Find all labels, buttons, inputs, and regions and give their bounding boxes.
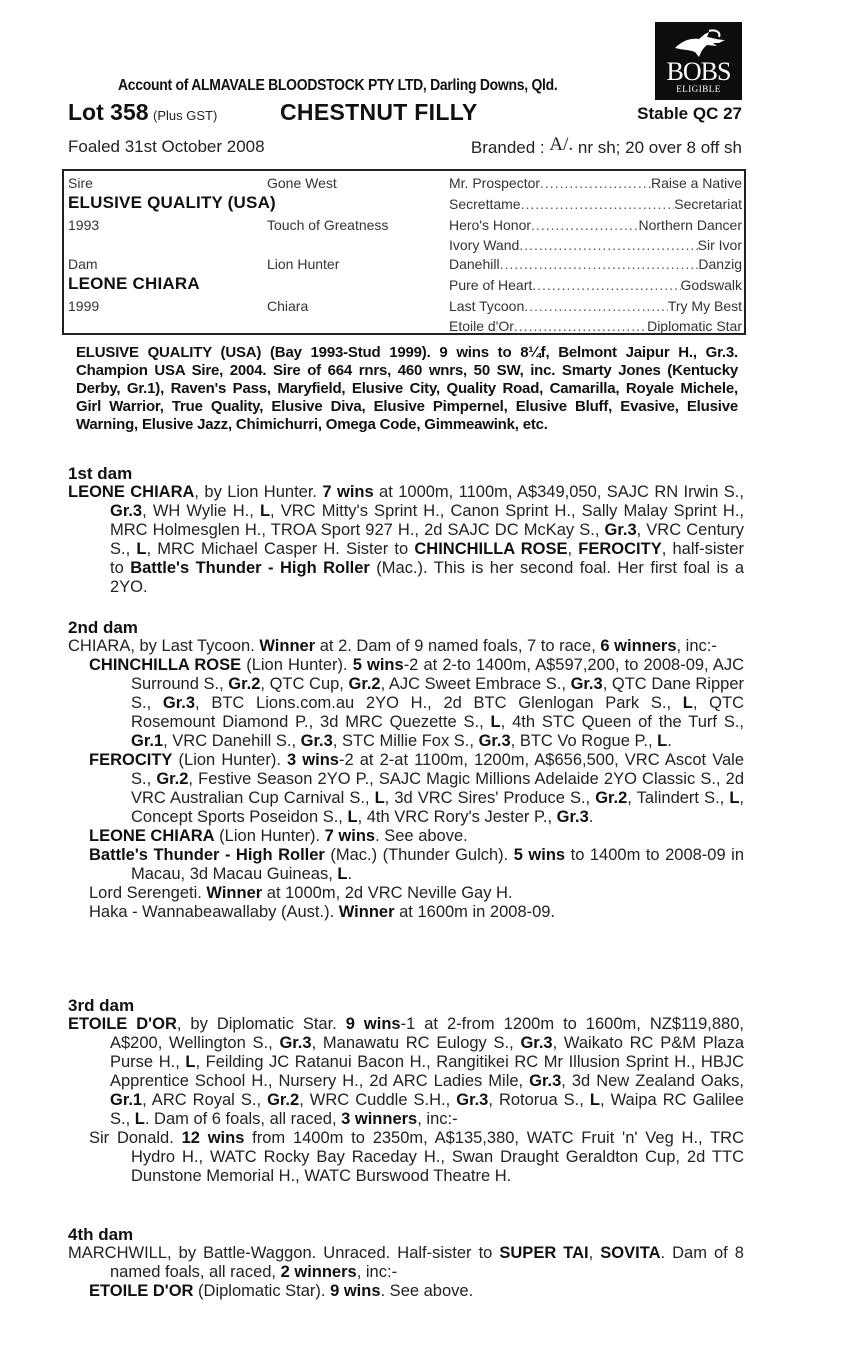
grandparent-row: Ivory Wand ..... Sir Ivor — [449, 237, 742, 253]
plus-gst-note: (Plus GST) — [152, 108, 218, 123]
dam-label: Dam — [68, 256, 98, 272]
sire-dam: Touch of Greatness — [267, 217, 389, 233]
progeny-entry: ETOILE D'OR (Diplomatic Star). 9 wins. See above. — [89, 1282, 474, 1300]
section-heading: 2nd dam — [68, 618, 138, 637]
bobs-eligible-logo — [655, 22, 742, 100]
horse-head-icon — [669, 28, 729, 60]
progeny-entry: CHINCHILLA ROSE (Lion Hunter). 5 wins-2 at 2-to 1400m, A$597,200, to 2008-09, AJC Surround S., Gr.2, QTC Cup, Gr.2, AJC Sweet Embrace S., Gr.3, QTC Dane Ripper S., Gr.3, BTC Lions.com.au 2YO H., 2d BTC Glenlogan Park S., L, QTC Rosemount Diamond P., 3d MRC Quezette S., L, 4th STC Queen of the Turf S., Gr.1, VRC Danehill S., Gr.3, STC Millie Fox S., Gr.3, BTC Vo Rogue P., L. — [89, 656, 745, 750]
grandparent-row: Hero's Honor ..... Northern Dancer — [449, 217, 742, 233]
brand-mark-icon: A/. — [549, 134, 574, 155]
logo-text-bobs: BOBS — [666, 57, 731, 86]
dam-entry: CHIARA, by Last Tycoon. Winner at 2. Dam of 9 named foals, 7 to race, 6 winners, inc:- — [68, 637, 717, 655]
dam-dam: Chiara — [267, 298, 309, 314]
progeny-entry: Haka - Wannabeawallaby (Aust.). Winner at 1600m in 2008-09. — [89, 903, 556, 921]
dam-entry: MARCHWILL, by Battle-Waggon. Unraced. Half-sister to SUPER TAI, SOVITA. Dam of 8 named foals, all raced, 2 winners, inc:- — [68, 1244, 744, 1281]
dam-sire: Lion Hunter — [267, 256, 340, 272]
grandparent-row: Etoile d'Or ..... Diplomatic Star — [449, 318, 742, 334]
lot-number: Lot 358 — [68, 99, 149, 125]
progeny-list — [68, 1129, 744, 1186]
progeny-entry: FEROCITY (Lion Hunter). 3 wins-2 at 2-at 1100m, 1200m, A$656,500, VRC Ascot Vale S., Gr.2, Festive Season 2YO P., SAJC Magic Millions Adelaide 2YO Classic S., 2d VRC Australian Cup Carnival S., L, 3d VRC Sires' Produce S., Gr.2, Talindert S., L, Concept Sports Poseidon S., L, 4th VRC Rory's Jester P., Gr.3. — [89, 751, 745, 826]
horse-description: CHESTNUT FILLY — [280, 99, 478, 125]
pedigree-table — [62, 169, 746, 335]
grandparent-row: Pure of Heart ..... Godswalk — [449, 277, 742, 293]
grandparent-row: Last Tycoon ..... Try My Best — [449, 298, 742, 314]
sire-summary: ELUSIVE QUALITY (USA) (Bay 1993-Stud 1999). 9 wins to 8¼f, Belmont Jaipur H., Gr.3. Champion USA Sire, 2004. Sire of 664 rnrs, 460 wnrs, 50 SW, inc. Smarty Jones (Kentucky Derby, Gr.1), Raven's Pass, Maryfield, Elusive City, Quality Road, Camarilla, Royale Michele, Girl Warrior, True Quality, Elusive Diva, Elusive Pimpernel, Elusive Bluff, Evasive, Elusive Warning, Elusive Jazz, Chimichurri, Omega Code, Gimmeawink, etc. — [76, 344, 738, 433]
grandparent-row: Danehill ..... Danzig — [449, 256, 742, 272]
progeny-entry: Lord Serengeti. Winner at 1000m, 2d VRC Neville Gay H. — [89, 884, 513, 902]
progeny-entry: LEONE CHIARA (Lion Hunter). 7 wins. See above. — [89, 827, 468, 845]
second-dam-section — [68, 618, 744, 922]
first-dam-section — [68, 464, 744, 597]
progeny-entry: Sir Donald. 12 wins from 1400m to 2350m, A$135,380, WATC Fruit 'n' Veg H., TRC Hydro H., WATC Rocky Bay Raceday H., Swan Draught Geraldton Cup, 2d TTC Dunstone Memorial H., WATC Burswood Theatre H. — [89, 1129, 744, 1185]
vendor-account: Account of ALMAVALE BLOODSTOCK PTY LTD, Darling Downs, Qld. — [118, 77, 558, 94]
dam-entry: LEONE CHIARA, by Lion Hunter. 7 wins at 1000m, 1100m, A$349,050, SAJC RN Irwin S., Gr.3, WH Wylie H., L, VRC Mitty's Sprint H., Canon Sprint H., Sally Malay Sprint H., MRC Holmesglen H., TROA Sport 927 H., 2d SAJC DC McKay S., Gr.3, VRC Century S., L, MRC Michael Casper H. Sister to CHINCHILLA ROSE, FEROCITY, half-sister to Battle's Thunder - High Roller (Mac.). This is her second foal. Her first foal is a 2YO. — [68, 483, 745, 596]
section-heading: 4th dam — [68, 1225, 134, 1244]
dam-entry: ETOILE D'OR, by Diplomatic Star. 9 wins-1 at 2-from 1200m to 1600m, NZ$119,880, A$200, Wellington S., Gr.3, Manawatu RC Eulogy S., Gr.3, Waikato RC P&M Plaza Purse H., L, Feilding JC Ratanui Bacon H., Rangitikei RC Mr Illusion Sprint H., HBJC Apprentice School H., Nursery H., 2d ARC Ladies Mile, Gr.3, 3d New Zealand Oaks, Gr.1, ARC Royal S., Gr.2, WRC Cuddle S.H., Gr.3, Rotorua S., L, Waipa RC Galilee S., L. Dam of 6 foals, all raced, 3 winners, inc:- — [68, 1015, 744, 1128]
sire-name: ELUSIVE QUALITY (USA) — [68, 193, 276, 212]
branded-details: nr sh; 20 over 8 off sh — [577, 138, 742, 157]
progeny-list — [68, 1282, 744, 1301]
sire-label: Sire — [68, 175, 93, 191]
grandparent-row: Secrettame ..... Secretariat — [449, 196, 742, 212]
stable-location: Stable QC 27 — [637, 104, 742, 123]
progeny-entry: Battle's Thunder - High Roller (Mac.) (Thunder Gulch). 5 wins to 1400m to 2008-09 in Macau, 3d Macau Guineas, L. — [89, 846, 744, 883]
dam-year: 1999 — [68, 298, 100, 314]
section-heading: 1st dam — [68, 464, 133, 483]
logo-text-eligible: ELIGIBLE — [676, 84, 721, 94]
section-heading: 3rd dam — [68, 996, 135, 1015]
fourth-dam-section — [68, 1225, 744, 1301]
brand-info — [470, 134, 742, 159]
sire-year: 1993 — [68, 217, 100, 233]
third-dam-section — [68, 996, 744, 1186]
progeny-list — [68, 656, 744, 922]
foaled-date: Foaled 31st October 2008 — [68, 137, 265, 156]
grandparent-row: Mr. Prospector ..... Raise a Native — [449, 175, 742, 191]
branded-label: Branded : — [470, 138, 545, 157]
dam-name: LEONE CHIARA — [68, 274, 200, 293]
lot-line — [68, 99, 742, 129]
sire-sire: Gone West — [267, 175, 337, 191]
